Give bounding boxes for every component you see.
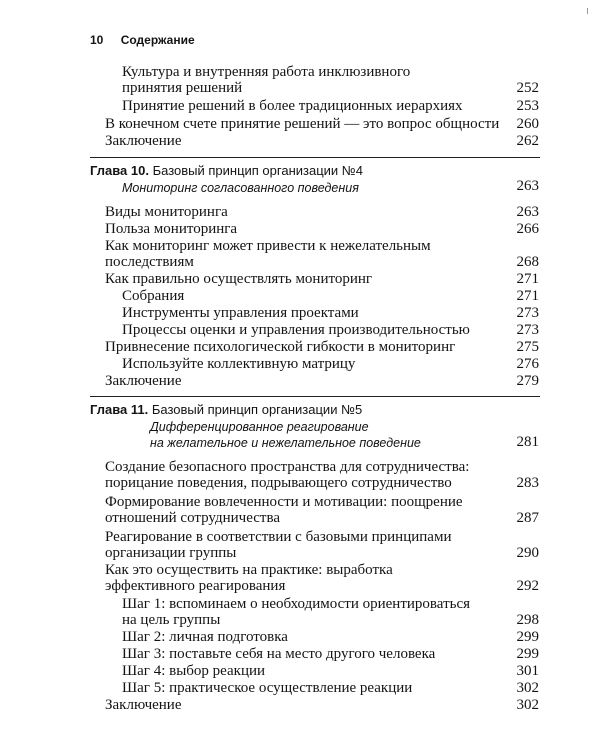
chapter-subtitle: Мониторинг согласованного поведения: [122, 181, 359, 195]
toc-entry-text: эффективного реагирования: [105, 578, 286, 594]
toc-page-number: 262: [516, 133, 539, 149]
toc-page-number: 302: [516, 697, 539, 713]
toc-entry-text: Как правильно осуществлять мониторинг: [105, 271, 373, 287]
toc-entry-text: Создание безопасного пространства для сотрудничества:: [105, 459, 470, 475]
section-divider: [90, 396, 540, 397]
toc-page-number: 302: [516, 680, 539, 696]
chapter-subtitle: Дифференцированное реагирование: [150, 420, 369, 434]
toc-entry-text: Принятие решений в более традиционных иерархиях: [122, 98, 463, 114]
toc-entry-text: Заключение: [105, 697, 182, 713]
toc-entry-text: порицание поведения, подрывающего сотрудничество: [105, 475, 452, 491]
toc-entry-text: принятия решений: [122, 80, 243, 96]
toc-page-number: 292: [516, 578, 539, 594]
section-divider: [90, 157, 540, 158]
toc-entry-text: Шаг 4: выбор реакции: [122, 663, 266, 679]
toc-entry-text: Польза мониторинга: [105, 221, 238, 237]
toc-entry-text: Реагирование в соответствии с базовыми принципами: [105, 529, 452, 545]
scan-mark: [587, 8, 588, 14]
chapter-subtitle: на желательное и нежелательное поведение: [150, 436, 421, 450]
toc-page-number: 299: [516, 629, 539, 645]
toc-page-number: 290: [516, 545, 539, 561]
chapter-title: [90, 401, 362, 418]
toc-entry-text: Шаг 5: практическое осуществление реакции: [122, 680, 413, 696]
toc-page-number: 299: [516, 646, 539, 662]
toc-entry-text: Виды мониторинга: [105, 204, 228, 220]
toc-page-number: 263: [516, 204, 539, 220]
toc-entry-text: последствиям: [105, 254, 194, 270]
header-page-number: 10: [90, 33, 104, 47]
toc-entry-text: Шаг 3: поставьте себя на место другого человека: [122, 646, 436, 662]
chapter-page-number: 263: [516, 178, 539, 194]
toc-entry-text: Используйте коллективную матрицу: [122, 356, 356, 372]
running-header: [90, 33, 195, 47]
toc-page-number: 275: [516, 339, 539, 355]
toc-entry-text: Как это осуществить на практике: выработка: [105, 562, 393, 578]
toc-page-number: 276: [516, 356, 539, 372]
toc-entry-text: на цель группы: [122, 612, 221, 628]
chapter-title-text: Базовый принцип организации №5: [151, 402, 363, 417]
toc-entry-text: Заключение: [105, 133, 182, 149]
toc-entry-text: В конечном счете принятие решений — это вопрос общности: [105, 116, 500, 132]
chapter-label: Глава 10.: [90, 163, 149, 178]
chapter-page-number: 281: [516, 434, 539, 450]
chapter-title: [90, 162, 363, 179]
toc-entry-text: Формирование вовлеченности и мотивации: поощрение: [105, 494, 463, 510]
toc-entry-text: Инструменты управления проектами: [122, 305, 359, 321]
toc-entry-text: отношений сотрудничества: [105, 510, 280, 526]
toc-page-number: 279: [516, 373, 539, 389]
toc-entry-text: Культура и внутренняя работа инклюзивного: [122, 64, 411, 80]
toc-page-number: 298: [516, 612, 539, 628]
toc-page-number: 266: [516, 221, 539, 237]
toc-page-number: 253: [516, 98, 539, 114]
toc-page-number: 287: [516, 510, 539, 526]
toc-entry-text: организации группы: [105, 545, 237, 561]
toc-entry-text: Шаг 2: личная подготовка: [122, 629, 288, 645]
toc-page-number: 271: [516, 288, 539, 304]
toc-entry-text: Как мониторинг может привести к нежелательным: [105, 238, 431, 254]
chapter-title-text: Базовый принцип организации №4: [152, 163, 363, 178]
toc-page-number: 273: [516, 305, 539, 321]
toc-page-number: 268: [516, 254, 539, 270]
toc-page-number: 271: [516, 271, 539, 287]
toc-page-number: 260: [516, 116, 539, 132]
toc-page-number: 283: [516, 475, 539, 491]
toc-page-number: 273: [516, 322, 539, 338]
toc-entry-text: Привнесение психологической гибкости в мониторинг: [105, 339, 456, 355]
toc-entry-text: Шаг 1: вспоминаем о необходимости ориентироваться: [122, 596, 471, 612]
chapter-label: Глава 11.: [90, 402, 149, 417]
toc-page-number: 301: [516, 663, 539, 679]
toc-page-number: 252: [516, 80, 539, 96]
toc-entry-text: Собрания: [122, 288, 185, 304]
toc-entry-text: Процессы оценки и управления производительностью: [122, 322, 470, 338]
toc-entry-text: Заключение: [105, 373, 182, 389]
header-title: Содержание: [120, 33, 195, 47]
